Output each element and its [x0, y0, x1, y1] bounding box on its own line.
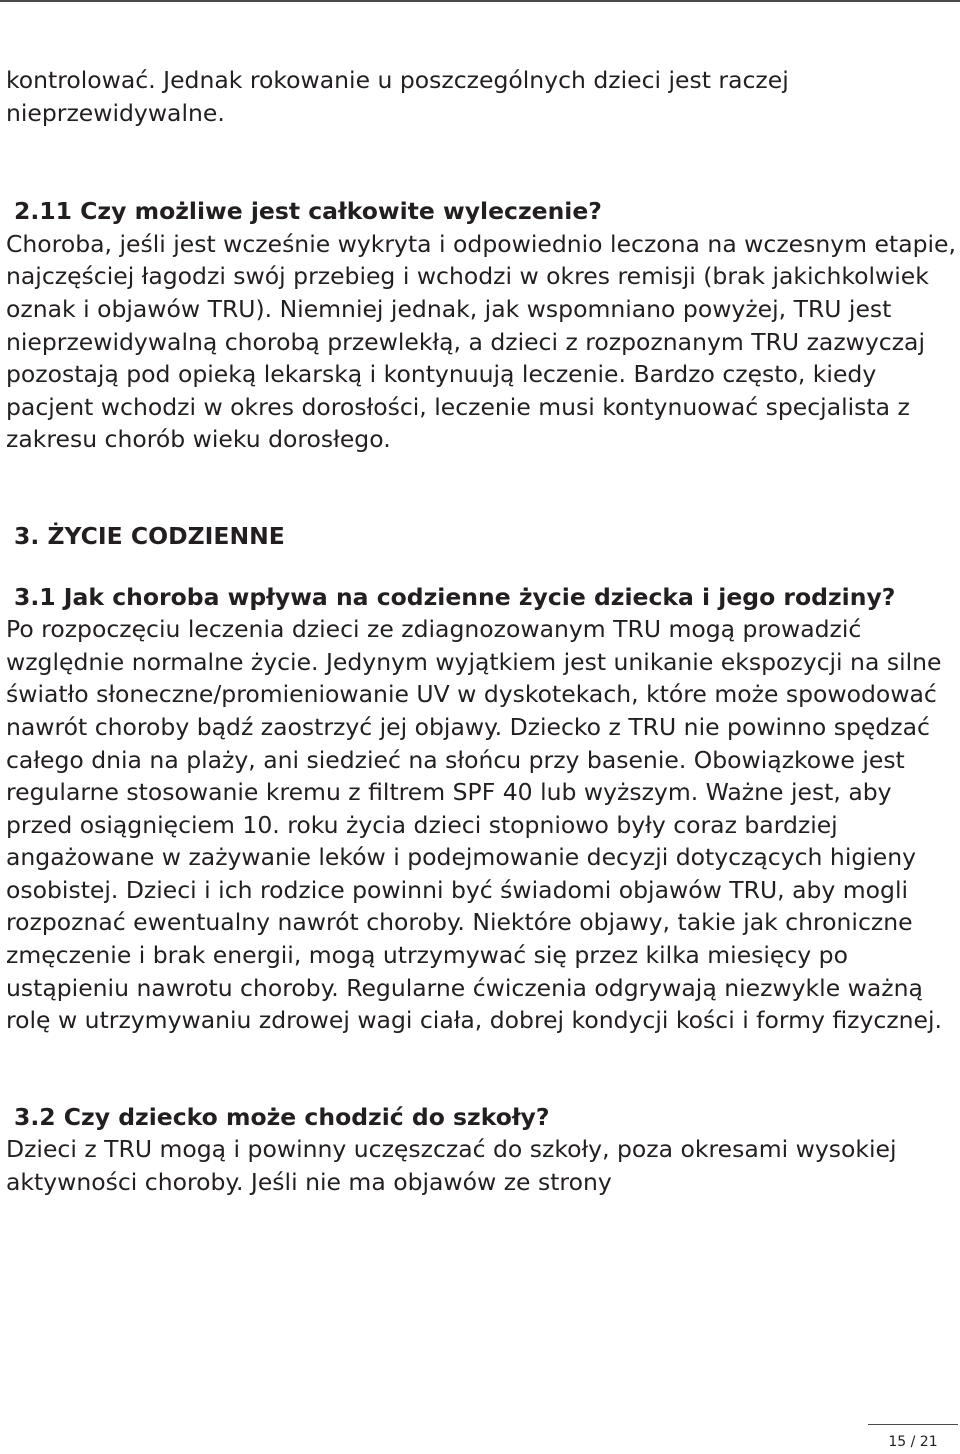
- page-number: 15 / 21: [888, 1434, 938, 1450]
- top-rule: [0, 0, 960, 2]
- section-paragraph-2-11: Choroba, jeśli jest wcześnie wykryta i odpowiednio leczona na wczesnym etapie, najczęściej łagodzi swój przebieg i wchodzi w okres remisji (brak jakichkolwiek oznak i objawów TRU). Niemniej jednak, jak wspomniano powyżej, TRU jest nieprzewidywalną chorobą przewlekłą, a dzieci z rozpoznanym TRU zazwyczaj pozostają pod opieką lekarską i kontynuują leczenie. Bardzo często, kiedy pacjent wchodzi w okres dorosłości, leczenie musi kontynuować specjalista z zakresu chorób wieku dorosłego.: [6, 229, 956, 454]
- section-heading-2-11: 2.11 Czy możliwe jest całkowite wyleczenie?: [14, 197, 602, 226]
- spacer: [6, 456, 956, 520]
- footer-rule: [868, 1424, 958, 1425]
- spacer: [6, 129, 956, 195]
- section-paragraph-3-1: Po rozpoczęciu leczenia dzieci ze zdiagnozowanym TRU mogą prowadzić względnie normalne życie. Jedynym wyjątkiem jest unikanie ekspozycji na silne światło słoneczne/promieniowanie UV w dyskotekach, które może spowodować nawrót choroby bądź zaostrzyć jej objawy. Dziecko z TRU nie powinno spędzać całego dnia na plaży, ani siedzieć na słońcu przy basenie. Obowiązkowe jest regularne stosowanie kremu z filtrem SPF 40 lub wyższym. Ważne jest, aby przed osiągnięciem 10. roku życia dzieci stopniowo były coraz bardziej angażowane w zażywanie leków i podejmowanie decyzji dotyczących higieny osobistej. Dzieci i ich rodzice powinni być świadomi objawów TRU, aby mogli rozpoznać ewentualny nawrót choroby. Niektóre objawy, takie jak chroniczne zmęczenie i brak energii, mogą utrzymywać się przez kilka miesięcy po ustąpieniu nawrotu choroby. Regularne ćwiczenia odgrywają niezwykle ważną rolę w utrzymywaniu zdrowej wagi ciała, dobrej kondycji kości i formy fizycznej.: [6, 615, 943, 1035]
- intro-paragraph: kontrolować. Jednak rokowanie u poszczególnych dzieci jest raczej nieprzewidywalne.: [6, 66, 789, 127]
- spacer: [6, 1037, 956, 1101]
- document-body: [6, 64, 956, 1199]
- section-heading-3-1: 3.1 Jak choroba wpływa na codzienne życie dziecka i jego rodziny?: [14, 582, 896, 611]
- section-paragraph-3-2: Dzieci z TRU mogą i powinny uczęszczać do szkoły, poza okresami wysokiej aktywności choroby. Jeśli nie ma objawów ze strony: [6, 1135, 897, 1197]
- chapter-heading-3: 3. ŻYCIE CODZIENNE: [14, 521, 285, 550]
- spacer: [6, 553, 956, 581]
- section-heading-3-2: 3.2 Czy dziecko może chodzić do szkoły?: [14, 1102, 550, 1131]
